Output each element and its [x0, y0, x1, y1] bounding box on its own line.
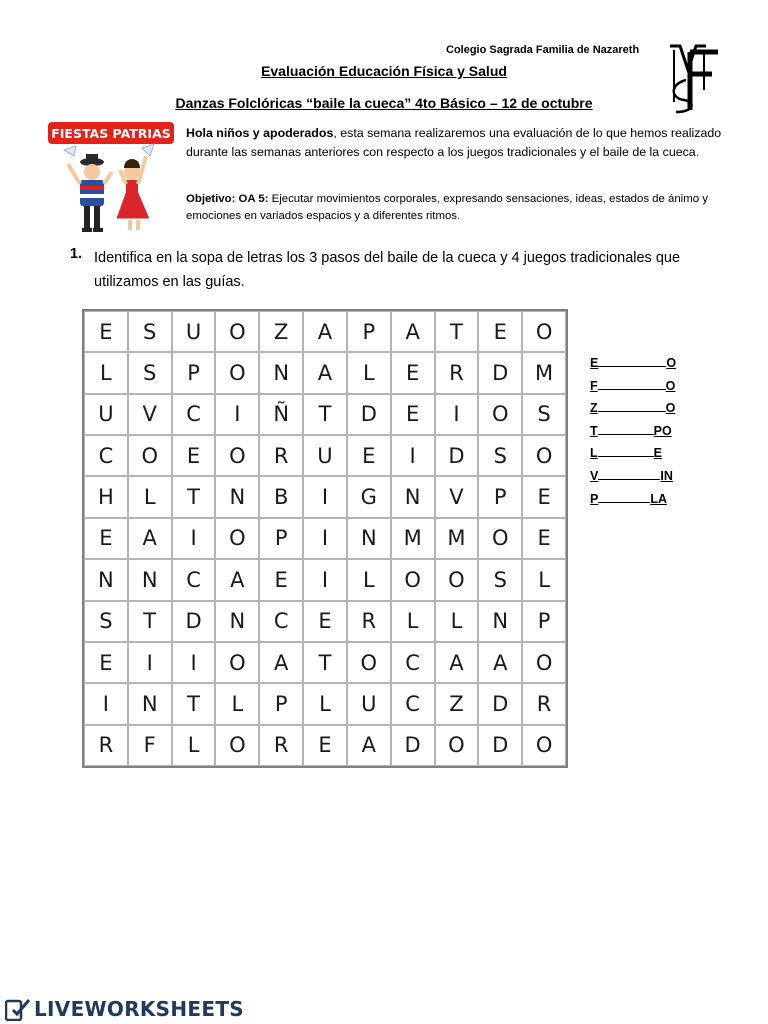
- hint-blank[interactable]: [598, 400, 666, 412]
- grid-cell[interactable]: O: [215, 518, 259, 559]
- grid-cell[interactable]: C: [172, 394, 216, 435]
- grid-cell[interactable]: L: [128, 476, 172, 517]
- intro-text: , esta semana realizaremos una evaluación de lo que hemos realizado durante las semanas anteriores con respecto a los juegos tradicionales y el baile de la cueca.: [186, 126, 722, 159]
- grid-cell[interactable]: E: [522, 518, 566, 559]
- grid-cell[interactable]: T: [303, 394, 347, 435]
- grid-cell[interactable]: T: [303, 642, 347, 683]
- grid-cell[interactable]: V: [435, 476, 479, 517]
- grid-cell[interactable]: H: [84, 476, 128, 517]
- grid-cell[interactable]: S: [522, 394, 566, 435]
- grid-cell[interactable]: S: [128, 311, 172, 352]
- grid-cell[interactable]: C: [259, 601, 303, 642]
- grid-cell[interactable]: G: [347, 476, 391, 517]
- grid-cell[interactable]: I: [128, 642, 172, 683]
- grid-cell[interactable]: N: [391, 476, 435, 517]
- grid-cell[interactable]: L: [215, 683, 259, 724]
- hint-blank[interactable]: [598, 355, 666, 367]
- page-title: Evaluación Educación Física y Salud: [261, 63, 507, 79]
- hint-row[interactable]: [590, 378, 676, 401]
- grid-cell[interactable]: O: [215, 435, 259, 476]
- grid-cell[interactable]: R: [84, 725, 128, 766]
- grid-cell[interactable]: D: [347, 394, 391, 435]
- grid-cell[interactable]: O: [478, 394, 522, 435]
- grid-cell[interactable]: P: [259, 683, 303, 724]
- hint-row[interactable]: [590, 355, 676, 378]
- hint-blank[interactable]: [598, 445, 654, 457]
- grid-cell[interactable]: I: [172, 642, 216, 683]
- grid-cell[interactable]: U: [303, 435, 347, 476]
- grid-cell[interactable]: P: [259, 518, 303, 559]
- grid-cell[interactable]: E: [172, 435, 216, 476]
- intro-greeting: Hola niños y apoderados: [186, 126, 334, 140]
- grid-cell[interactable]: E: [303, 601, 347, 642]
- hint-end: IN: [660, 468, 673, 483]
- grid-cell[interactable]: E: [84, 311, 128, 352]
- grid-cell[interactable]: D: [172, 601, 216, 642]
- grid-cell[interactable]: O: [522, 725, 566, 766]
- grid-cell[interactable]: I: [435, 394, 479, 435]
- grid-cell[interactable]: E: [391, 352, 435, 393]
- grid-cell[interactable]: O: [522, 642, 566, 683]
- hint-row[interactable]: [590, 445, 676, 468]
- grid-cell[interactable]: U: [172, 311, 216, 352]
- grid-cell[interactable]: O: [128, 435, 172, 476]
- hint-row[interactable]: [590, 491, 676, 514]
- grid-cell[interactable]: O: [215, 352, 259, 393]
- grid-cell[interactable]: L: [172, 725, 216, 766]
- grid-cell[interactable]: N: [478, 601, 522, 642]
- grid-cell[interactable]: L: [391, 601, 435, 642]
- grid-cell[interactable]: O: [522, 435, 566, 476]
- grid-cell[interactable]: D: [391, 725, 435, 766]
- grid-cell[interactable]: V: [128, 394, 172, 435]
- grid-cell[interactable]: D: [435, 435, 479, 476]
- grid-cell[interactable]: I: [303, 476, 347, 517]
- liveworksheets-brand: LIVEWORKSHEETS: [34, 997, 245, 1021]
- hint-row[interactable]: [590, 400, 676, 423]
- grid-cell[interactable]: Ñ: [259, 394, 303, 435]
- grid-cell[interactable]: T: [435, 311, 479, 352]
- grid-cell[interactable]: S: [478, 559, 522, 600]
- grid-cell[interactable]: E: [84, 518, 128, 559]
- grid-cell[interactable]: I: [172, 518, 216, 559]
- grid-cell[interactable]: C: [172, 559, 216, 600]
- question-number: 1.: [70, 246, 83, 262]
- grid-cell[interactable]: I: [303, 518, 347, 559]
- banner-text: FIESTAS PATRIAS: [51, 126, 171, 141]
- question-text: Identifica en la sopa de letras los 3 pasos del baile de la cueca y 4 juegos tradicionales que utilizamos en las guías.: [94, 250, 681, 290]
- grid-cell[interactable]: Z: [435, 683, 479, 724]
- grid-cell[interactable]: O: [215, 311, 259, 352]
- grid-cell[interactable]: C: [391, 642, 435, 683]
- grid-cell[interactable]: U: [84, 394, 128, 435]
- grid-cell[interactable]: E: [303, 725, 347, 766]
- grid-cell[interactable]: A: [347, 725, 391, 766]
- hint-start: Z: [590, 401, 598, 416]
- grid-cell[interactable]: T: [172, 683, 216, 724]
- grid-cell[interactable]: R: [259, 435, 303, 476]
- grid-cell[interactable]: S: [84, 601, 128, 642]
- grid-cell[interactable]: Z: [259, 311, 303, 352]
- hint-end: PO: [653, 423, 672, 438]
- grid-cell[interactable]: N: [215, 601, 259, 642]
- grid-cell[interactable]: D: [478, 725, 522, 766]
- grid-cell[interactable]: O: [435, 559, 479, 600]
- grid-cell[interactable]: N: [347, 518, 391, 559]
- grid-cell[interactable]: T: [128, 601, 172, 642]
- grid-cell[interactable]: C: [391, 683, 435, 724]
- grid-cell[interactable]: P: [347, 311, 391, 352]
- grid-cell[interactable]: O: [478, 518, 522, 559]
- grid-cell[interactable]: L: [303, 683, 347, 724]
- school-name: Colegio Sagrada Familia de Nazareth: [446, 44, 640, 56]
- hint-blank[interactable]: [598, 423, 654, 435]
- grid-cell[interactable]: P: [522, 601, 566, 642]
- intro-paragraph: [186, 124, 726, 162]
- liveworksheets-footer[interactable]: [5, 996, 244, 1022]
- grid-cell[interactable]: I: [303, 559, 347, 600]
- grid-cell[interactable]: R: [522, 683, 566, 724]
- grid-cell[interactable]: N: [84, 559, 128, 600]
- grid-cell[interactable]: A: [303, 311, 347, 352]
- grid-cell[interactable]: R: [347, 601, 391, 642]
- grid-cell[interactable]: P: [478, 476, 522, 517]
- grid-cell[interactable]: L: [347, 559, 391, 600]
- grid-cell[interactable]: E: [391, 394, 435, 435]
- hint-start: T: [590, 423, 598, 438]
- grid-cell[interactable]: O: [435, 725, 479, 766]
- grid-cell[interactable]: A: [259, 642, 303, 683]
- grid-cell[interactable]: I: [215, 394, 259, 435]
- grid-cell[interactable]: N: [128, 559, 172, 600]
- page-subtitle: Danzas Folclóricas “baile la cueca” 4to Básico – 12 de octubre: [175, 95, 593, 111]
- grid-cell[interactable]: E: [522, 476, 566, 517]
- word-search-grid: [82, 309, 568, 768]
- grid-cell[interactable]: O: [347, 642, 391, 683]
- grid-cell[interactable]: D: [478, 352, 522, 393]
- grid-cell[interactable]: A: [303, 352, 347, 393]
- hint-blank[interactable]: [598, 491, 650, 503]
- grid-cell[interactable]: O: [522, 311, 566, 352]
- grid-cell[interactable]: N: [128, 683, 172, 724]
- hint-start: E: [590, 356, 599, 370]
- grid-cell[interactable]: N: [259, 352, 303, 393]
- grid-cell[interactable]: M: [435, 518, 479, 559]
- grid-cell[interactable]: R: [435, 352, 479, 393]
- hint-start: F: [590, 378, 598, 393]
- objective-text: Ejecutar movimientos corporales, expresando sensaciones, ideas, estados de ánimo y emociones en variados espacios y a diferentes ritmos.: [186, 193, 708, 222]
- grid-cell[interactable]: P: [172, 352, 216, 393]
- grid-cell[interactable]: O: [391, 559, 435, 600]
- grid-cell[interactable]: B: [259, 476, 303, 517]
- grid-cell[interactable]: I: [84, 683, 128, 724]
- grid-cell[interactable]: M: [522, 352, 566, 393]
- grid-cell[interactable]: U: [347, 683, 391, 724]
- grid-cell[interactable]: M: [391, 518, 435, 559]
- grid-cell[interactable]: A: [478, 642, 522, 683]
- grid-cell[interactable]: S: [478, 435, 522, 476]
- objective-paragraph: [186, 191, 726, 225]
- hint-end: LA: [650, 491, 668, 506]
- hint-end: O: [665, 401, 676, 416]
- grid-cell[interactable]: O: [215, 725, 259, 766]
- hint-end: O: [666, 356, 677, 370]
- hint-blank[interactable]: [598, 378, 666, 390]
- hint-row[interactable]: [590, 468, 676, 491]
- hint-row[interactable]: [590, 423, 676, 446]
- grid-cell[interactable]: L: [435, 601, 479, 642]
- grid-cell[interactable]: C: [84, 435, 128, 476]
- grid-cell[interactable]: I: [391, 435, 435, 476]
- grid-cell[interactable]: O: [215, 642, 259, 683]
- hint-blank[interactable]: [598, 468, 660, 480]
- grid-cell[interactable]: E: [347, 435, 391, 476]
- hint-start: L: [590, 446, 598, 461]
- grid-cell[interactable]: D: [478, 683, 522, 724]
- grid-cell[interactable]: R: [259, 725, 303, 766]
- grid-cell[interactable]: N: [215, 476, 259, 517]
- hint-start: V: [590, 468, 599, 483]
- grid-cell[interactable]: L: [347, 352, 391, 393]
- grid-cell[interactable]: F: [128, 725, 172, 766]
- answer-hints: [590, 355, 676, 513]
- grid-cell[interactable]: A: [391, 311, 435, 352]
- grid-cell[interactable]: T: [172, 476, 216, 517]
- grid-cell[interactable]: A: [435, 642, 479, 683]
- fiestas-patrias-illustration: [46, 120, 176, 240]
- objective-label: Objetivo: OA 5:: [186, 193, 269, 205]
- grid-cell[interactable]: A: [128, 518, 172, 559]
- grid-cell[interactable]: S: [128, 352, 172, 393]
- liveworksheets-logo-icon: [5, 997, 31, 1021]
- grid-cell[interactable]: E: [478, 311, 522, 352]
- hint-end: E: [653, 446, 662, 461]
- hint-start: P: [590, 491, 599, 506]
- grid-cell[interactable]: E: [259, 559, 303, 600]
- grid-cell[interactable]: L: [84, 352, 128, 393]
- hint-end: O: [665, 378, 676, 393]
- grid-cell[interactable]: A: [215, 559, 259, 600]
- grid-cell[interactable]: L: [522, 559, 566, 600]
- grid-cell[interactable]: E: [84, 642, 128, 683]
